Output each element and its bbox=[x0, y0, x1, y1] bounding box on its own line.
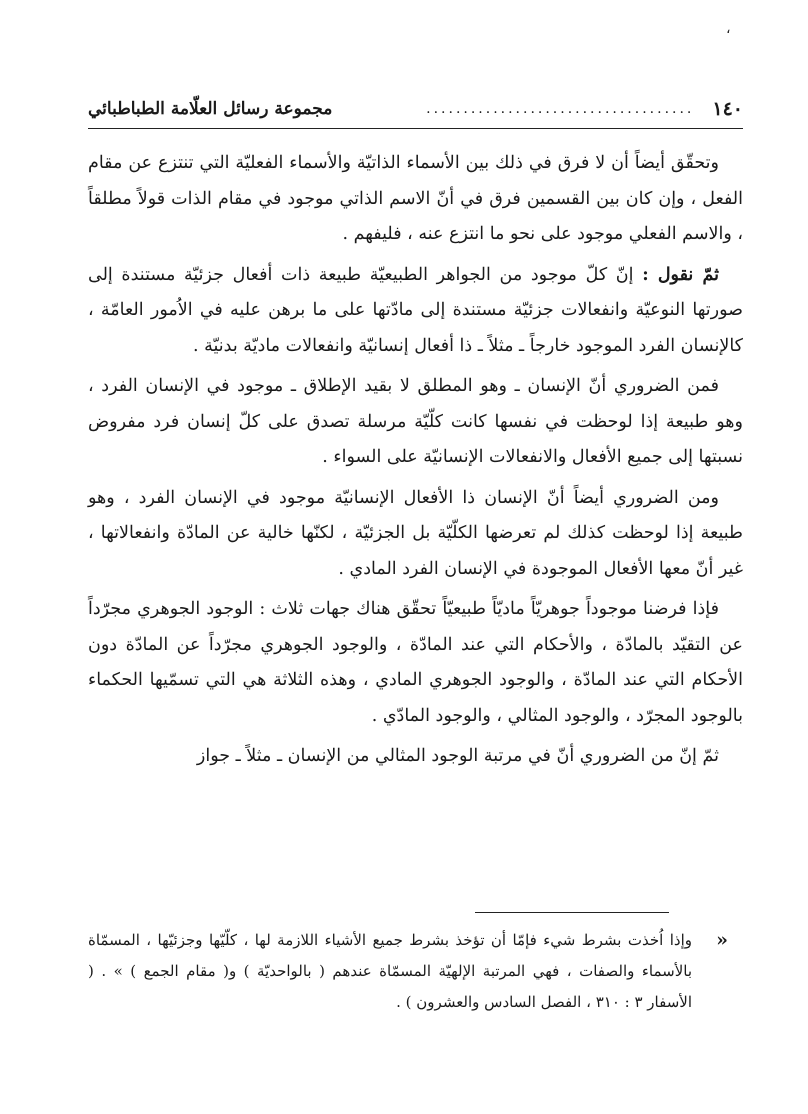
footnote-text: وإذا اُخذت بشرط شيء فإمّا أن تؤخذ بشرط جميع الأشياء اللازمة لها ، كلّيّها وجزئيّها ، المسمّاة بالأسماء والصفات ، فهي المرتبة الإلهيّة المسمّاة عندهم ( بالواحديّة ) و( مقام الجمع ) » . ( الأسفار ٣ : ٣١٠ ، الفصل السادس والعشرون ) . bbox=[88, 931, 692, 1011]
paragraph-text: فمن الضروري أنّ الإنسان ـ وهو المطلق لا بقيد الإطلاق ـ موجود في الإنسان الفرد ، وهو طبيعة إذا لوحظت في نفسها كانت كلّيّة مرسلة تصدق على كلّ إنسان فرد مفروض نسبتها إلى جميع الأفعال والانفعالات الإنسانيّة على السواء . bbox=[88, 376, 743, 467]
paragraph-text: ومن الضروري أيضاً أنّ الإنسان ذا الأفعال الإنسانيّة موجود في الإنسان الفرد ، وهو طبيعة إذا لوحظت كذلك لم تعرضها الكلّيّة بل الجزئيّة ، لكنّها خالية عن المادّة وانفعالاتها ، غير أنّ معها الأفعال الموجودة في الإنسان الفرد المادي . bbox=[88, 487, 743, 579]
corner-mark: ، bbox=[726, 21, 731, 37]
paragraph-lead: ثمّ نقول : bbox=[642, 264, 719, 285]
paragraph-text: إنّ كلّ موجود من الجواهر الطبيعيّة طبيعة ذات أفعال جزئيّة مستندة إلى صورتها النوعيّة وانفعالات جزئيّة مستندة إلى مادّتها على ما برهن عليه في الاُمور العامّة ، كالإنسان الفرد الموجود خارجاً ـ مثلاً ـ ذا أفعال إنسانيّة وانفعالات ماديّة بدنيّة . bbox=[88, 264, 743, 356]
paragraph bbox=[88, 592, 743, 734]
header-leader-dots: .................................... bbox=[426, 101, 695, 117]
paragraph bbox=[88, 481, 743, 588]
paragraph bbox=[88, 258, 743, 365]
paragraph bbox=[88, 146, 743, 253]
main-text bbox=[88, 146, 743, 780]
book-title: مجموعة رسائل العلّامة الطباطبائي bbox=[88, 99, 333, 119]
footnote-marker: « bbox=[716, 929, 728, 951]
paragraph bbox=[88, 739, 743, 775]
page-number: ١٤٠ bbox=[712, 98, 743, 120]
paragraph bbox=[88, 369, 743, 476]
paragraph-text: فإذا فرضنا موجوداً جوهريّاً ماديّاً طبيعيّاً تحقّق هناك جهات ثلاث : الوجود الجوهري مجرّداً عن التقيّد بالمادّة ، والأحكام التي عند المادّة ، والوجود الجوهري مجرّداً عن المادّة دون الأحكام التي عند المادّة ، والوجود الجوهري المادي ، وهذه الثلاثة هي التي تسمّيها الحكماء بالوجود المجرّد ، والوجود المثالي ، والوجود المادّي . bbox=[88, 599, 743, 726]
running-header bbox=[88, 94, 743, 129]
paragraph-text: وتحقّق أيضاً أن لا فرق في ذلك بين الأسماء الذاتيّة والأسماء الفعليّة التي تنتزع عن مقام الفعل ، وإن كان بين القسمين فرق في أنّ الاسم الذاتي موجود في مقام الذات قولاً مطلقاً ، والاسم الفعلي موجود على نحو ما انتزع عنه ، فليفهم . bbox=[88, 153, 743, 244]
footnote bbox=[88, 925, 728, 1018]
paragraph-text: ثمّ إنّ من الضروري أنّ في مرتبة الوجود المثالي من الإنسان ـ مثلاً ـ جواز bbox=[196, 746, 719, 766]
footnote-separator bbox=[475, 912, 669, 913]
